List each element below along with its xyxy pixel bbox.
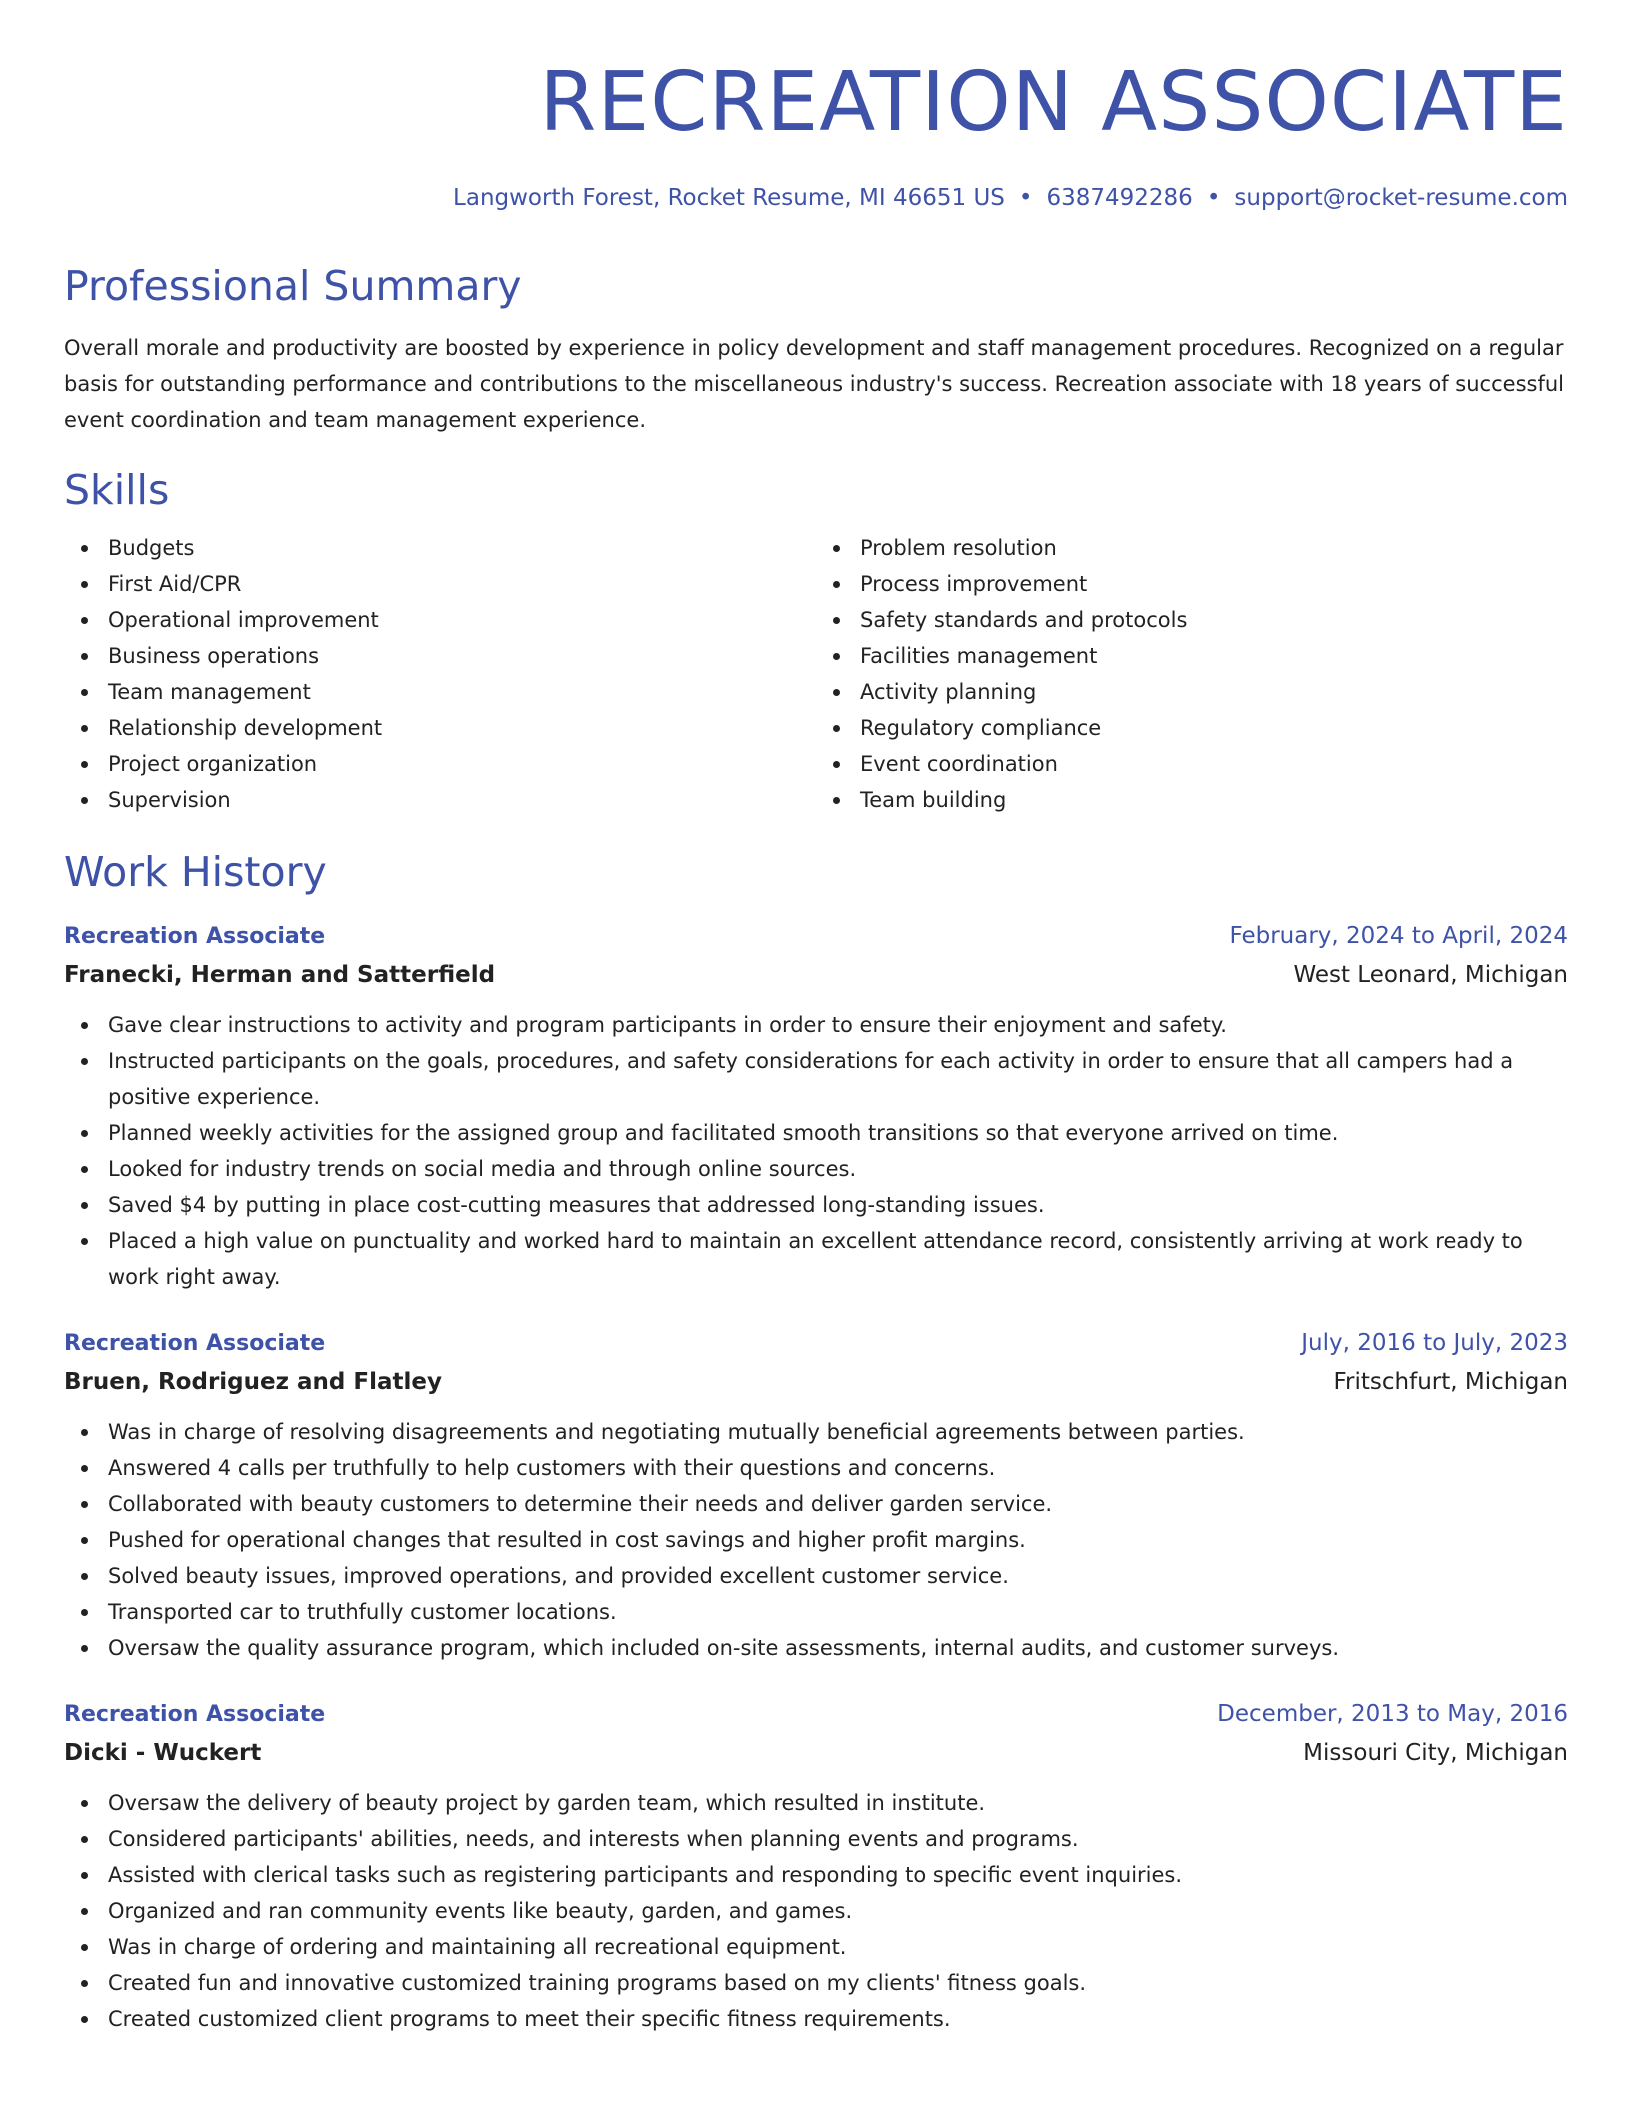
job-bullet: Was in charge of ordering and maintaining all recreational equipment. bbox=[108, 1929, 1568, 1965]
job-bullet: Collaborated with beauty customers to determine their needs and deliver garden service. bbox=[108, 1486, 1568, 1522]
skill-item: Safety standards and protocols bbox=[860, 602, 1568, 638]
job-company: Franecki, Herman and Satterfield bbox=[64, 962, 496, 988]
skill-item: Budgets bbox=[108, 530, 816, 566]
job-company: Bruen, Rodriguez and Flatley bbox=[64, 1369, 442, 1395]
resume-header bbox=[64, 48, 1568, 214]
job-bullet: Planned weekly activities for the assigned group and facilitated smooth transitions so that everyone arrived on time. bbox=[108, 1115, 1568, 1151]
job-bullet: Created fun and innovative customized training programs based on my clients' fitness goals. bbox=[108, 1965, 1568, 2001]
contact-email: support@rocket-resume.com bbox=[1234, 185, 1568, 211]
job-bullets bbox=[64, 1007, 1568, 1295]
job-bullet: Assisted with clerical tasks such as registering participants and responding to specific event inquiries. bbox=[108, 1857, 1568, 1893]
summary-text: Overall morale and productivity are boosted by experience in policy development and staff management procedures. Recognized on a regular basis for outstanding performance and contributions to the miscellaneous industry's success. Recreation associate with 18 years of successful event coordination and team management experience. bbox=[64, 336, 1564, 432]
job-bullet: Looked for industry trends on social media and through online sources. bbox=[108, 1151, 1568, 1187]
job-bullet: Was in charge of resolving disagreements and negotiating mutually beneficial agreements between parties. bbox=[108, 1414, 1568, 1450]
work-history-heading: Work History bbox=[64, 848, 327, 896]
skill-item: Problem resolution bbox=[860, 530, 1568, 566]
skills-list-right bbox=[816, 530, 1568, 818]
skill-item: Relationship development bbox=[108, 710, 816, 746]
job-dates: December, 2013 to May, 2016 bbox=[1217, 1701, 1568, 1727]
skill-item: Business operations bbox=[108, 638, 816, 674]
job-bullet: Instructed participants on the goals, procedures, and safety considerations for each activity in order to ensure that all campers had a positive experience. bbox=[108, 1043, 1568, 1115]
skill-item: Team building bbox=[860, 782, 1568, 818]
contact-phone: 6387492286 bbox=[1046, 185, 1193, 211]
job-company: Dicki - Wuckert bbox=[64, 1740, 262, 1766]
skill-item: Supervision bbox=[108, 782, 816, 818]
skill-item: Facilities management bbox=[860, 638, 1568, 674]
skills-columns bbox=[64, 530, 1568, 818]
job-bullet: Organized and ran community events like beauty, garden, and games. bbox=[108, 1893, 1568, 1929]
contact-line bbox=[64, 182, 1568, 214]
skill-item: Operational improvement bbox=[108, 602, 816, 638]
job-bullet: Oversaw the quality assurance program, which included on-site assessments, internal audits, and customer surveys. bbox=[108, 1630, 1568, 1666]
job-entry bbox=[64, 918, 1568, 1295]
job-entry bbox=[64, 1696, 1568, 2037]
job-bullet: Created customized client programs to meet their specific fitness requirements. bbox=[108, 2001, 1568, 2037]
job-bullet: Saved $4 by putting in place cost-cutting measures that addressed long-standing issues. bbox=[108, 1187, 1568, 1223]
summary-heading: Professional Summary bbox=[64, 262, 522, 310]
job-role: Recreation Associate bbox=[64, 924, 326, 949]
job-bullet: Oversaw the delivery of beauty project by garden team, which resulted in institute. bbox=[108, 1785, 1568, 1821]
job-location: West Leonard, Michigan bbox=[1293, 962, 1568, 988]
job-bullet: Transported car to truthfully customer locations. bbox=[108, 1594, 1568, 1630]
job-location: Missouri City, Michigan bbox=[1303, 1740, 1568, 1766]
job-bullet: Considered participants' abilities, needs, and interests when planning events and programs. bbox=[108, 1821, 1568, 1857]
skill-item: Team management bbox=[108, 674, 816, 710]
skill-item: Event coordination bbox=[860, 746, 1568, 782]
page-title: RECREATION ASSOCIATE bbox=[539, 55, 1568, 150]
skill-item: Project organization bbox=[108, 746, 816, 782]
skills-list-left bbox=[64, 530, 816, 818]
skill-item: Process improvement bbox=[860, 566, 1568, 602]
job-bullets bbox=[64, 1785, 1568, 2037]
job-bullet: Answered 4 calls per truthfully to help customers with their questions and concerns. bbox=[108, 1450, 1568, 1486]
job-role: Recreation Associate bbox=[64, 1331, 326, 1356]
job-bullet: Placed a high value on punctuality and worked hard to maintain an excellent attendance record, consistently arriving at work ready to work right away. bbox=[108, 1223, 1568, 1295]
contact-separator: • bbox=[1206, 185, 1221, 211]
skills-heading: Skills bbox=[64, 466, 170, 514]
job-location: Fritschfurt, Michigan bbox=[1333, 1369, 1568, 1395]
contact-separator: • bbox=[1018, 185, 1033, 211]
job-bullet: Gave clear instructions to activity and program participants in order to ensure their enjoyment and safety. bbox=[108, 1007, 1568, 1043]
job-bullet: Solved beauty issues, improved operations, and provided excellent customer service. bbox=[108, 1558, 1568, 1594]
job-bullets bbox=[64, 1414, 1568, 1666]
job-dates: February, 2024 to April, 2024 bbox=[1229, 923, 1568, 949]
job-role: Recreation Associate bbox=[64, 1702, 326, 1727]
job-dates: July, 2016 to July, 2023 bbox=[1301, 1330, 1568, 1356]
contact-address: Langworth Forest, Rocket Resume, MI 46651 US bbox=[453, 185, 1005, 211]
skill-item: Regulatory compliance bbox=[860, 710, 1568, 746]
job-entry bbox=[64, 1325, 1568, 1666]
skill-item: First Aid/CPR bbox=[108, 566, 816, 602]
skill-item: Activity planning bbox=[860, 674, 1568, 710]
job-bullet: Pushed for operational changes that resulted in cost savings and higher profit margins. bbox=[108, 1522, 1568, 1558]
